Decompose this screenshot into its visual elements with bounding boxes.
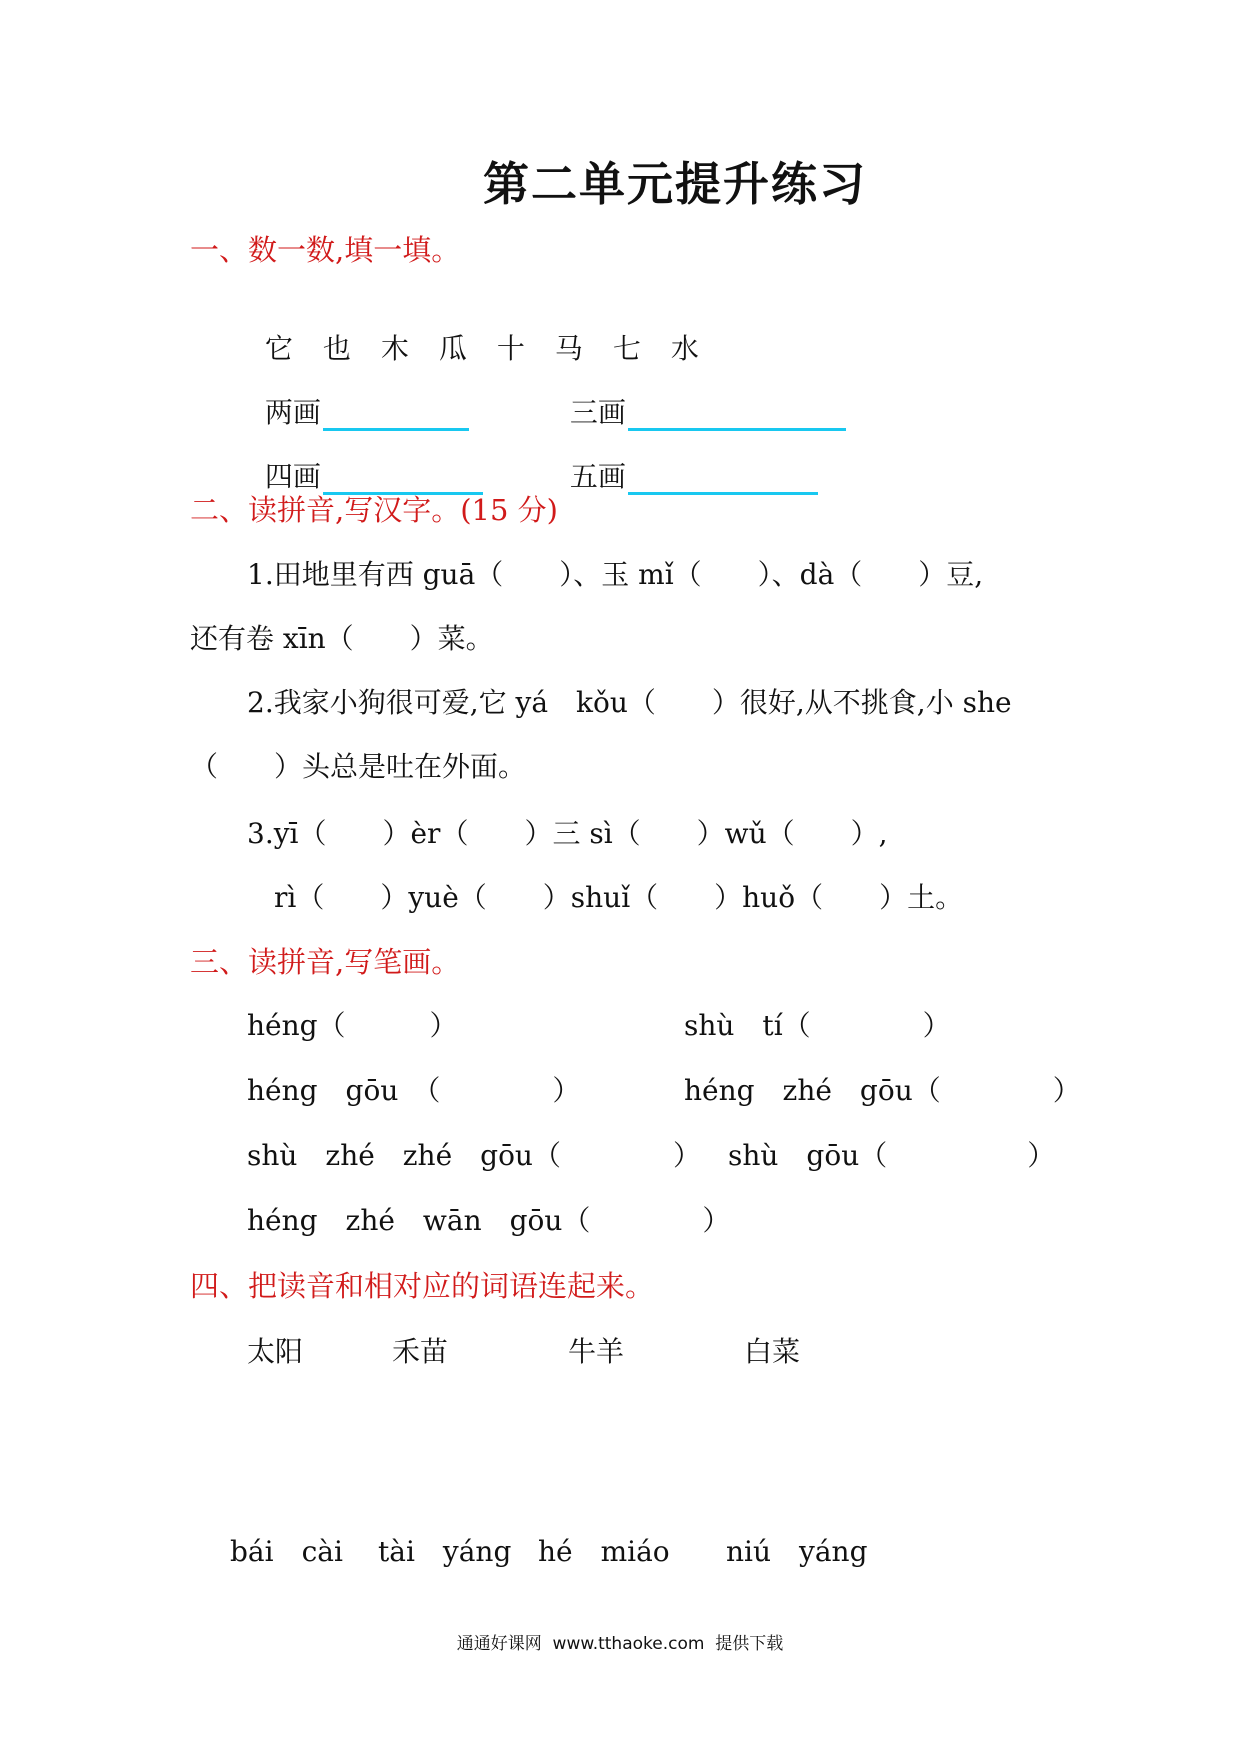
page-title: 第二单元提升练习 — [483, 157, 867, 211]
match-pinyin[interactable]: tài yáng — [378, 1535, 512, 1568]
stroke-item: shù zhé zhé gōu（ ） — [247, 1139, 701, 1172]
stroke-item: héng（ ） — [247, 1009, 458, 1042]
match-pinyin[interactable]: hé miáo — [538, 1535, 670, 1568]
character-list — [247, 294, 729, 367]
stroke-count-field-two — [247, 358, 469, 431]
match-word[interactable]: 禾苗 — [392, 1335, 449, 1368]
question-1-line-2: 还有卷 xīn（ ）菜。 — [190, 622, 494, 655]
character: 马 — [554, 332, 583, 365]
question-2-line-2: （ ）头总是吐在外面。 — [190, 750, 527, 783]
character: 瓜 — [438, 332, 467, 365]
footer-credit: 通通好课网 www.tthaoke.com 提供下载 — [456, 1634, 784, 1654]
answer-blank[interactable] — [628, 462, 818, 495]
character: 木 — [380, 332, 409, 365]
question-1-line-1: 1.田地里有西 guā（ ）、玉 mǐ（ ）、dà（ ）豆, — [247, 558, 984, 591]
character: 水 — [670, 332, 699, 365]
stroke-count-field-four — [247, 422, 483, 495]
section-2-heading: 二、读拼音,写汉字。(15 分) — [190, 493, 558, 527]
match-word[interactable]: 太阳 — [247, 1335, 304, 1368]
stroke-item: shù gōu（ ） — [728, 1139, 1056, 1172]
stroke-item: shù tí（ ） — [684, 1009, 951, 1042]
stroke-count-field-five — [552, 422, 818, 495]
question-3-line-1: 3.yī（ ）èr（ ）三 sì（ ）wǔ（ ）, — [247, 817, 888, 850]
stroke-item: héng zhé gōu（ ） — [684, 1074, 1081, 1107]
character: 也 — [322, 332, 351, 365]
match-word[interactable]: 白菜 — [744, 1335, 801, 1368]
section-1-heading: 一、数一数,填一填。 — [190, 233, 461, 267]
field-label: 两画 — [264, 396, 321, 429]
field-label: 四画 — [264, 460, 321, 493]
stroke-item: héng gōu （ ） — [247, 1074, 581, 1107]
character: 七 — [612, 332, 641, 365]
character: 它 — [264, 332, 293, 365]
question-3-line-2: rì（ ）yuè（ ）shuǐ（ ）huǒ（ ）土。 — [274, 881, 964, 914]
field-label: 五画 — [569, 460, 626, 493]
section-3-heading: 三、读拼音,写笔画。 — [190, 945, 461, 979]
stroke-item: héng zhé wān gōu（ ） — [247, 1204, 731, 1237]
field-label: 三画 — [569, 396, 626, 429]
match-pinyin[interactable]: bái cài — [230, 1535, 343, 1568]
stroke-count-field-three — [552, 358, 846, 431]
question-2-line-1: 2.我家小狗很可爱,它 yá kǒu（ ）很好,从不挑食,小 she — [247, 686, 1012, 719]
section-4-heading: 四、把读音和相对应的词语连起来。 — [190, 1269, 655, 1303]
character: 十 — [496, 332, 525, 365]
match-pinyin[interactable]: niú yáng — [726, 1535, 868, 1568]
match-word[interactable]: 牛羊 — [568, 1335, 625, 1368]
